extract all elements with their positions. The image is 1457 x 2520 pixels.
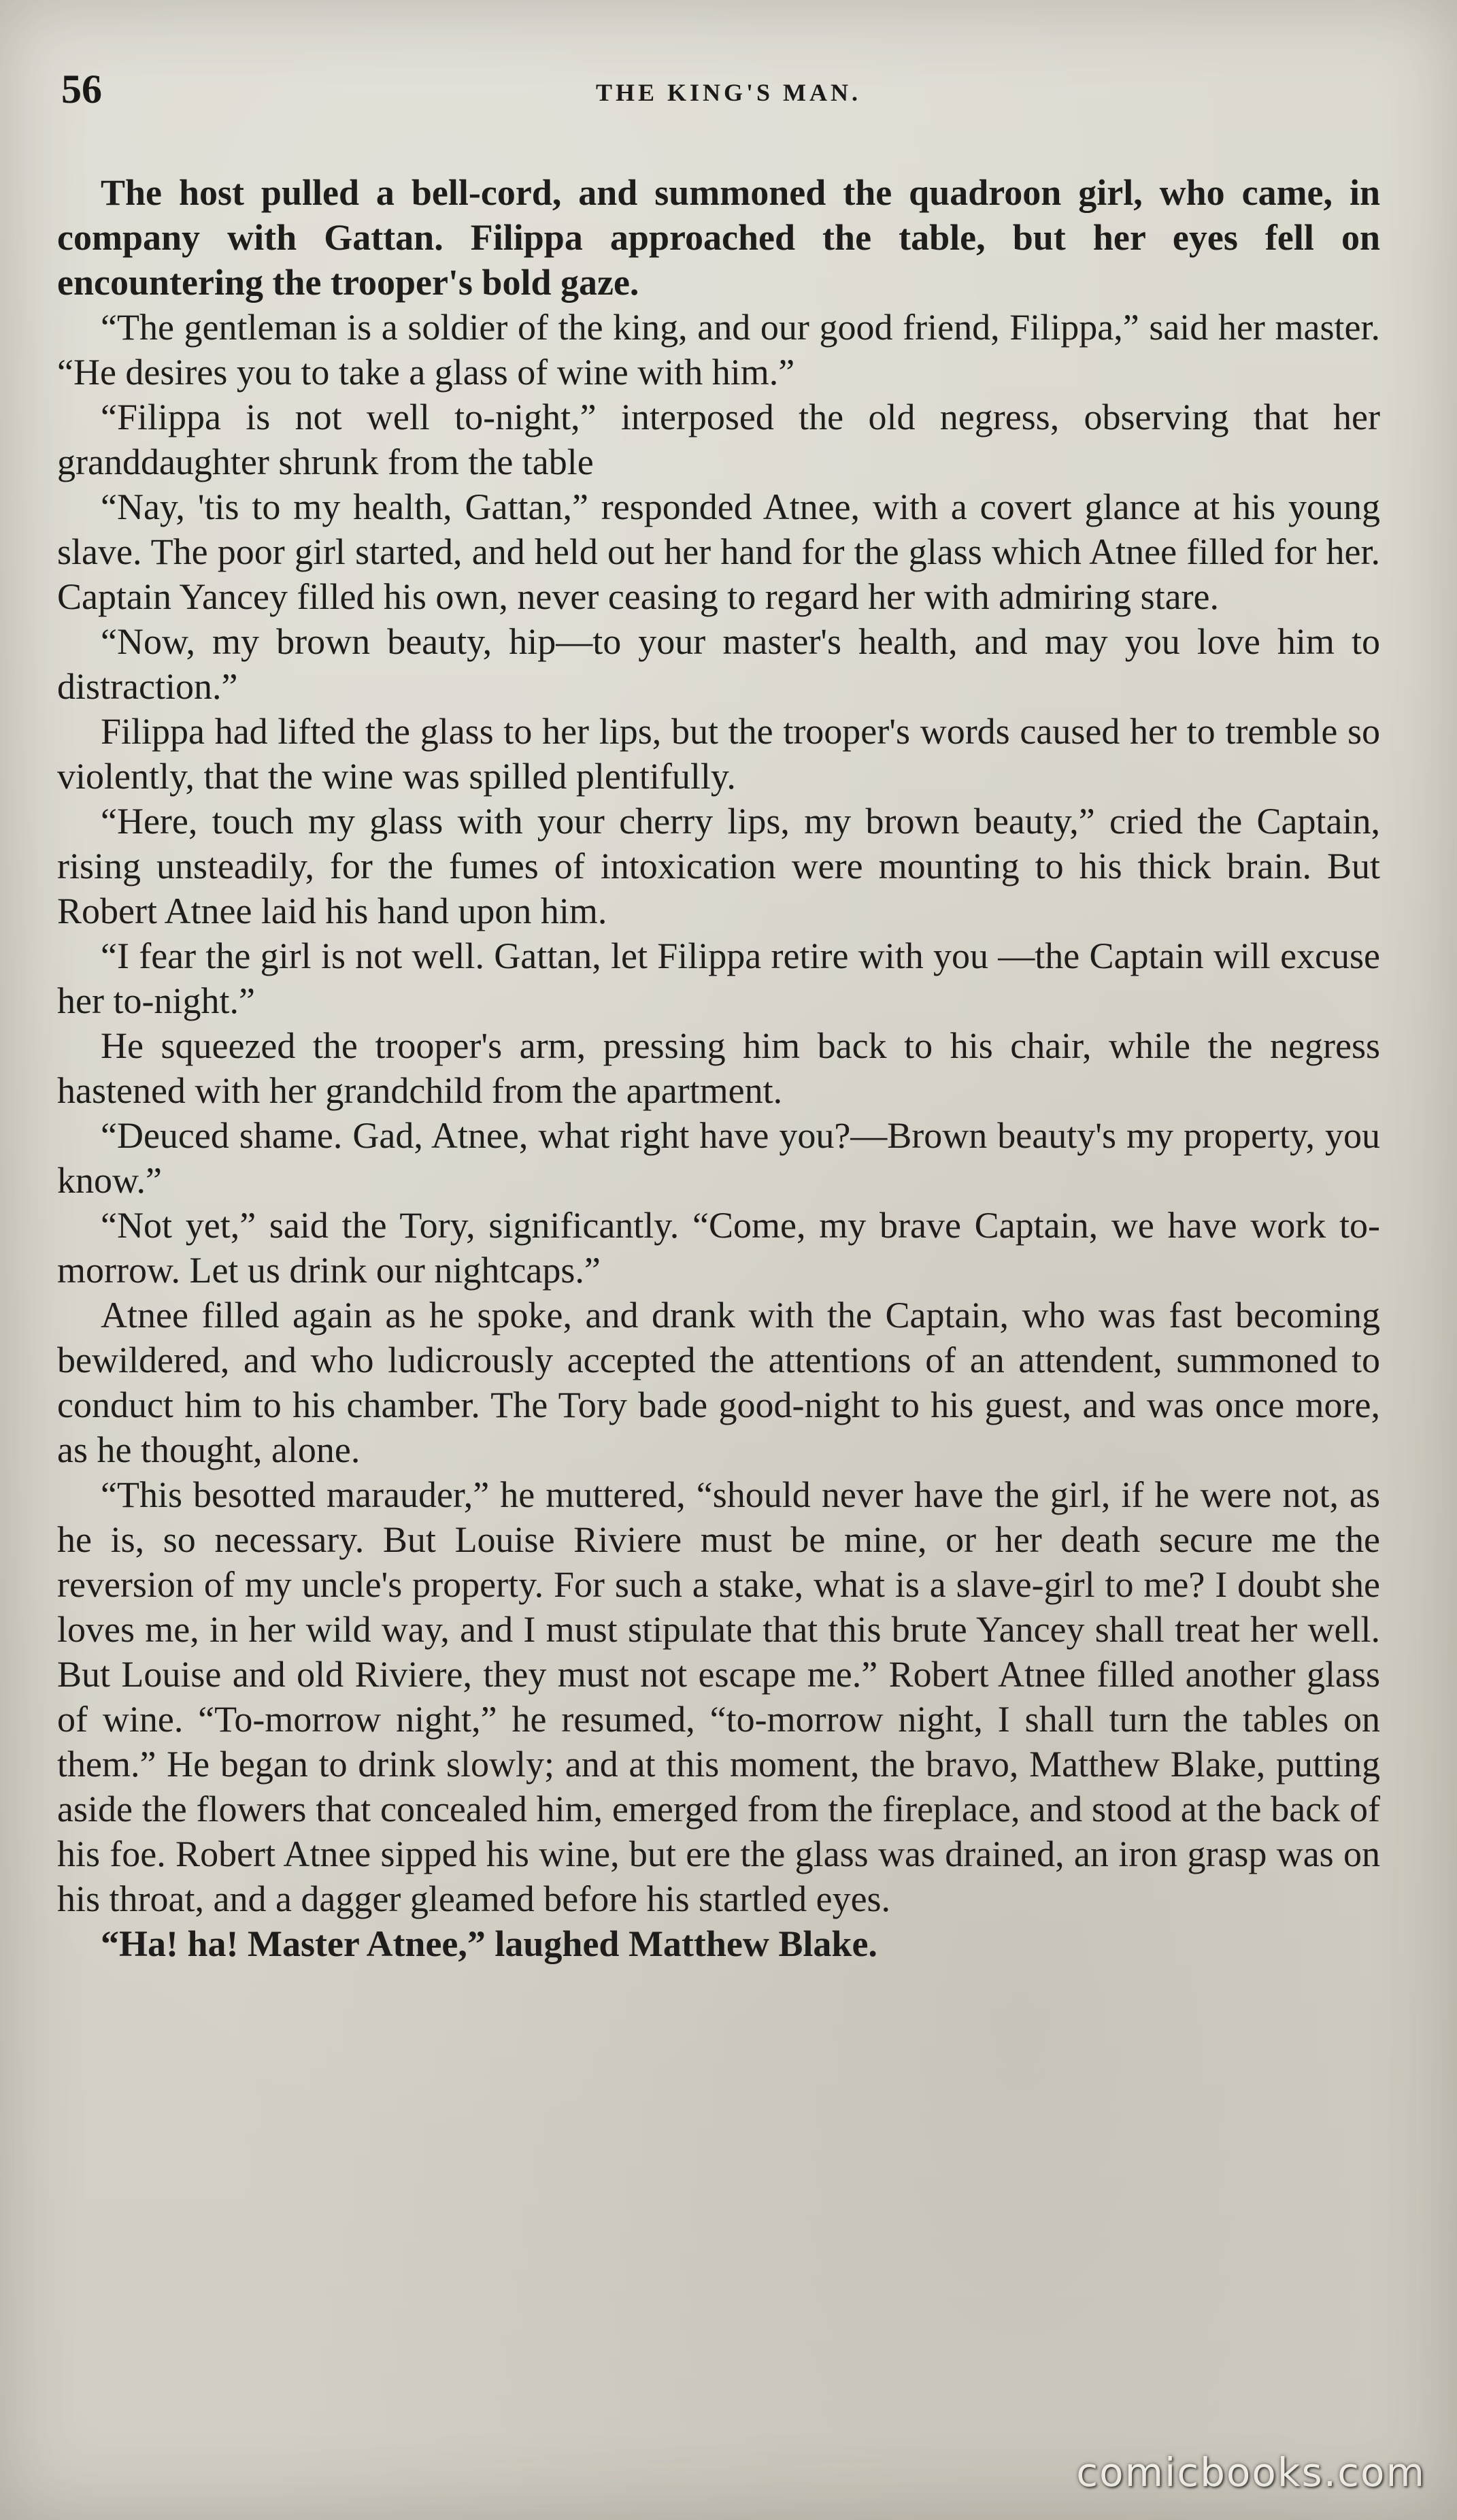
paragraph-12: Atnee filled again as he spoke, and drank with the Captain, who was fast becoming bewildered, and who ludicrously accepted the attentions of an attendent, summoned to conduct him to his chamber. The Tory bade good-night to his guest, and was once more, as he thought, alone. <box>57 1295 1380 1470</box>
paragraph-1: The host pulled a bell-cord, and summoned the quadroon girl, who came, in company with Gattan. Filippa approached the table, but her eyes fell on encountering the trooper's bold gaze. <box>57 172 1380 303</box>
paragraph-10: “Deuced shame. Gad, Atnee, what right have you?—Brown beauty's my property, you know.” <box>57 1115 1380 1201</box>
watermark: comicbooks.com <box>1076 2449 1426 2496</box>
paragraph-3: “Filippa is not well to-night,” interposed the old negress, observing that her granddaughter shrunk from the table <box>57 397 1380 482</box>
paragraph-5: “Now, my brown beauty, hip—to your master's health, and may you love him to distraction.” <box>57 621 1380 707</box>
paragraph-13: “This besotted marauder,” he muttered, “should never have the girl, if he were not, as he is, so necessary. But Louise Riviere must be mine, or her death secure me the reversion of my uncle's property. For such a stake, what is a slave-girl to me? I doubt she loves me, in her wild way, and I must stipulate that this brute Yancey shall treat her well. But Louise and old Riviere, they must not escape me.” Robert Atnee filled another glass of wine. “To-morrow night,” he resumed, “to-morrow night, I shall turn the tables on them.” He began to drink slowly; and at this moment, the bravo, Matthew Blake, putting aside the flowers that concealed him, emerged from the fireplace, and stood at the back of his foe. Robert Atnee sipped his wine, but ere the glass was drained, an iron grasp was on his throat, and a dagger gleamed before his startled eyes. <box>57 1474 1380 1919</box>
paragraph-7: “Here, touch my glass with your cherry lips, my brown beauty,” cried the Captain, rising unsteadily, for the fumes of intoxication were mounting to his thick brain. But Robert Atnee laid his hand upon him. <box>57 801 1380 931</box>
paragraph-6: Filippa had lifted the glass to her lips, but the trooper's words caused her to tremble so violently, that the wine was spilled plentifully. <box>57 711 1380 797</box>
paragraph-11: “Not yet,” said the Tory, significantly. “Come, my brave Captain, we have work to-morrow. Let us drink our nightcaps.” <box>57 1205 1380 1291</box>
paragraph-4: “Nay, 'tis to my health, Gattan,” responded Atnee, with a covert glance at his young slave. The poor girl started, and held out her hand for the glass which Atnee filled for her. Captain Yancey filled his own, never ceasing to regard her with admiring stare. <box>57 486 1380 617</box>
running-head <box>61 65 1396 113</box>
paragraph-8: “I fear the girl is not well. Gattan, let Filippa retire with you —the Captain will excuse her to-night.” <box>57 935 1380 1021</box>
page-number: 56 <box>61 67 102 112</box>
running-title: THE KING'S MAN. <box>595 79 862 106</box>
paragraph-2: “The gentleman is a soldier of the king, and our good friend, Filippa,” said her master. “He desires you to take a glass of wine with him.” <box>57 307 1380 393</box>
paragraph-14: “Ha! ha! Master Atnee,” laughed Matthew Blake. <box>101 1923 877 1964</box>
body-text <box>57 170 1380 1966</box>
paragraph-9: He squeezed the trooper's arm, pressing him back to his chair, while the negress hastened with her grandchild from the apartment. <box>57 1025 1380 1111</box>
